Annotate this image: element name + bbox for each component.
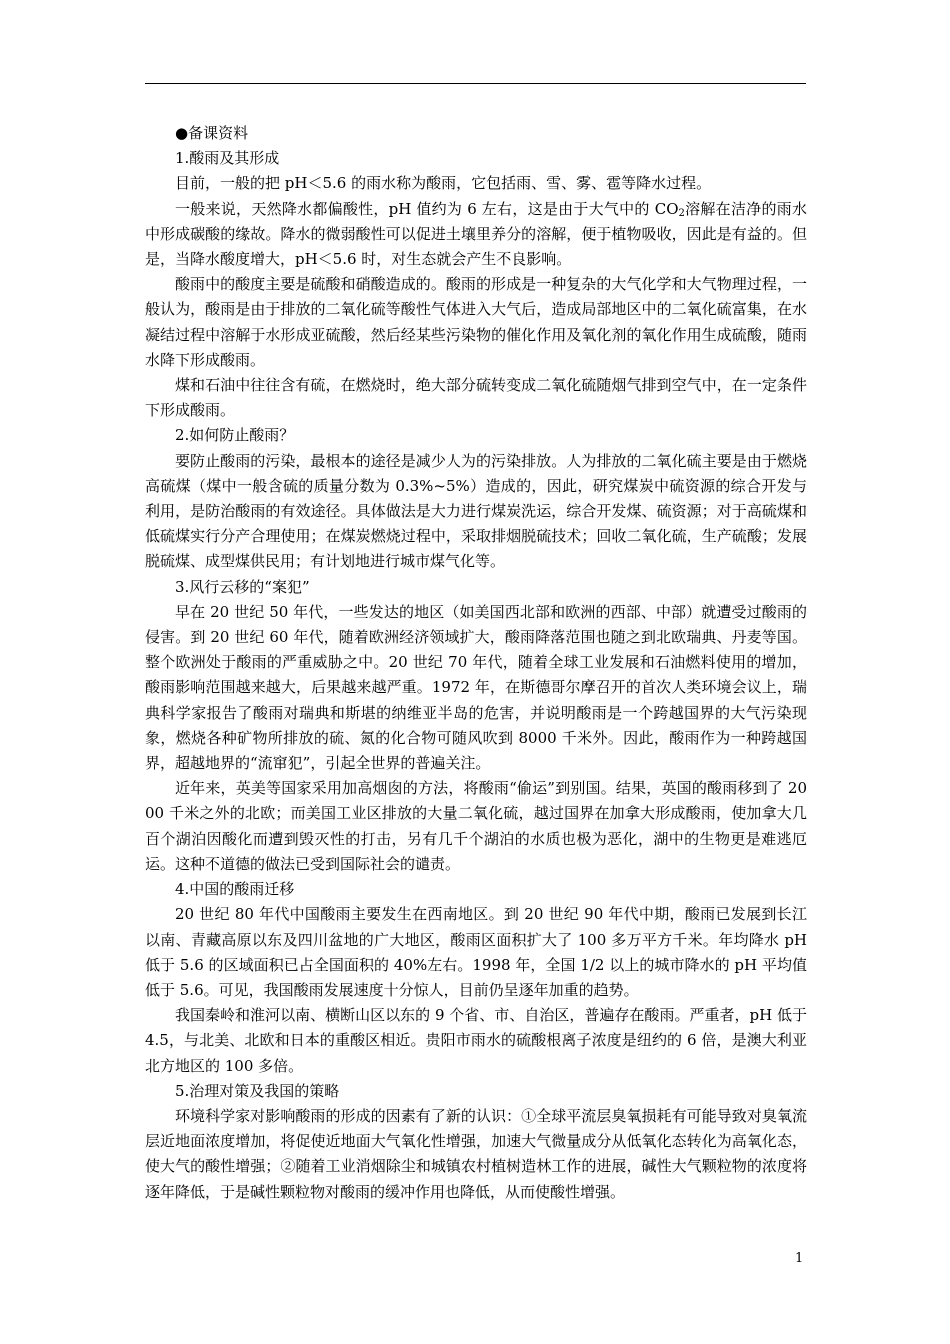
page-number: 1: [795, 1251, 804, 1266]
paragraph-natural-acidity: [145, 197, 807, 273]
heading-culprit: 3.风行云移的“案犯”: [175, 577, 310, 596]
section-label: ●备课资料: [175, 124, 249, 142]
header-rule: [145, 83, 806, 84]
paragraph-prevention: 要防止酸雨的污染，最根本的途径是减少人为的污染排放。人为排放的二氧化硫主要是由于燃烧高硫煤（煤中一般含硫的质量分数为 0.3%~5%）造成的，因此，研究煤炭中硫资源的综合开发与利用，是防治酸雨的有效途径。具体做法是大力进行煤炭洗运，综合开发煤、硫资源；对于高硫煤和低硫煤实行分产合理使用；在煤炭燃烧过程中，采取排烟脱硫技术；回收二氧化硫，生产硫酸；发展脱硫煤、成型煤供民用；有计划地进行城市煤气化等。: [145, 451, 807, 571]
heading-prevention: 2.如何防止酸雨？: [175, 426, 295, 445]
paragraph-china-regions: 我国秦岭和淮河以南、横断山区以东的 9 个省、市、自治区，普遍存在酸雨。严重者，pH 低于 4.5，与北美、北欧和日本的重酸区相近。贵阳市雨水的硫酸根离子浓度是纽约的 6 倍，是澳大利亚北方地区的 100 多倍。: [145, 1006, 807, 1075]
paragraph-history: 早在 20 世纪 50 年代，一些发达的地区（如美国西北部和欧洲的西部、中部）就遭受过酸雨的侵害。到 20 世纪 60 年代，随着欧洲经济领域扩大，酸雨降落范围也随之到北欧瑞典、丹麦等国。整个欧洲处于酸雨的严重威胁之中。20 世纪 70 年代，随着全球工业发展和石油燃料使用的增加，酸雨影响范围越来越大，后果越来越严重。1972 年，在斯德哥尔摩召开的首次人类环境会议上，瑞典科学家报告了酸雨对瑞典和斯堪的纳维亚半岛的危害，并说明酸雨是一个跨越国界的大气污染现象，燃烧各种矿物所排放的硫、氮的化合物可随风吹到 8000 千米外。因此，酸雨作为一种跨越国界，超越地界的“流窜犯”，引起全世界的普遍关注。: [145, 602, 807, 773]
paragraph-natural-acidity-part2: 溶解在洁净的雨水中形成碳酸的缘故。降水的微弱酸性可以促进土壤里养分的溶解，便于植物吸收，因此是有益的。但是，当降水酸度增大，pH＜5.6 时，对生态就会产生不良影响。: [145, 199, 807, 269]
paragraph-natural-acidity-part1: 一般来说，天然降水都偏酸性，pH 值约为 6 左右，这是由于大气中的 CO: [175, 199, 679, 218]
heading-china-migration: 4.中国的酸雨迁移: [175, 880, 295, 899]
co2-subscript: 2: [678, 207, 685, 219]
paragraph-tall-chimneys: 近年来，英美等国家采用加高烟囱的方法，将酸雨“偷运”到别国。结果，英国的酸雨移到了 2000 千米之外的北欧；而美国工业区排放的大量二氧化硫，越过国界在加拿大形成酸雨，使加拿大几百个湖泊因酸化而遭到毁灭性的打击，另有几千个湖泊的水质也极为恶化，湖中的生物更是难逃厄运。这种不道德的做法已受到国际社会的谴责。: [145, 779, 807, 873]
paragraph-acid-source: 酸雨中的酸度主要是硫酸和硝酸造成的。酸雨的形成是一种复杂的大气化学和大气物理过程，一般认为，酸雨是由于排放的二氧化硫等酸性气体进入大气后，造成局部地区中的二氧化硫富集，在水凝结过程中溶解于水形成亚硫酸，然后经某些污染物的催化作用及氧化剂的氧化作用生成硫酸，随雨水降下形成酸雨。: [145, 275, 807, 369]
paragraph-definition: 目前，一般的把 pH＜5.6 的雨水称为酸雨，它包括雨、雪、雾、雹等降水过程。: [175, 174, 712, 193]
heading-acid-rain-formation: 1.酸雨及其形成: [175, 149, 280, 168]
paragraph-strategy: 环境科学家对影响酸雨的形成的因素有了新的认识：①全球平流层臭氧损耗有可能导致对臭氧流层近地面浓度增加，将促使近地面大气氧化性增强，加速大气微量成分从低氧化态转化为高氧化态，使大气的酸性增强；②随着工业消烟除尘和城镇农村植树造林工作的进展，碱性大气颗粒物的浓度将逐年降低，于是碱性颗粒物对酸雨的缓冲作用也降低，从而使酸性增强。: [145, 1106, 807, 1201]
heading-strategy: 5.治理对策及我国的策略: [175, 1081, 340, 1100]
document-body: [145, 121, 807, 1205]
paragraph-china-spread: 20 世纪 80 年代中国酸雨主要发生在西南地区。到 20 世纪 90 年代中期，酸雨已发展到长江以南、青藏高原以东及四川盆地的广大地区，酸雨区面积扩大了 100 多万平方千米。年均降水 pH 低于 5.6 的区域面积已占全国面积的 40%左右。1998 年，全国 1/2 以上的城市降水的 pH 平均值低于 5.6。可见，我国酸雨发展速度十分惊人，目前仍呈逐年加重的趋势。: [145, 905, 807, 999]
paragraph-coal-oil: 煤和石油中往往含有硫，在燃烧时，绝大部分硫转变成二氧化硫随烟气排到空气中，在一定条件下形成酸雨。: [145, 376, 807, 420]
